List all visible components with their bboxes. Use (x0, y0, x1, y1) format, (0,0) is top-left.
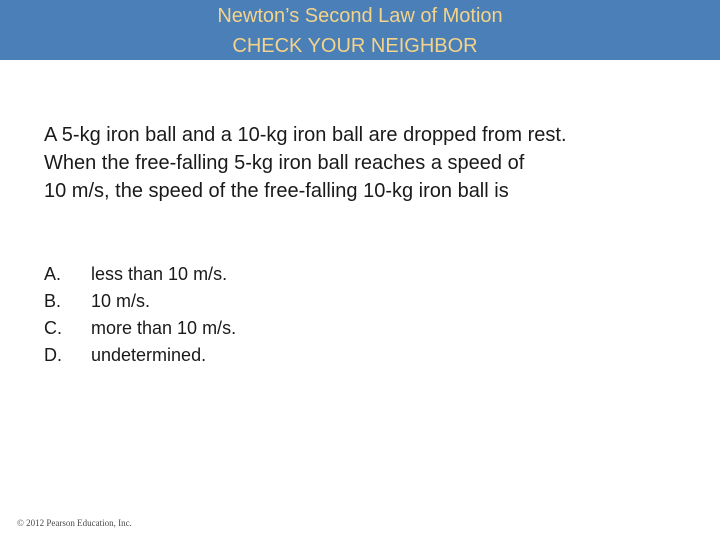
option-letter: C. (44, 318, 62, 338)
option-d (44, 342, 644, 369)
question-text (44, 121, 704, 205)
option-a (44, 261, 644, 288)
option-text: undetermined. (91, 345, 207, 365)
answer-options (44, 261, 644, 369)
slide-title: Newton’s Second Law of Motion (217, 5, 503, 27)
copyright-notice: © 2012 Pearson Education, Inc. (17, 518, 132, 528)
slide-subtitle: CHECK YOUR NEIGHBOR (232, 35, 478, 57)
option-b (44, 288, 644, 315)
option-letter: D. (44, 345, 62, 365)
option-letter: A. (44, 264, 62, 284)
question-line: A 5-kg iron ball and a 10-kg iron ball are dropped from rest. (44, 124, 567, 146)
option-text: less than 10 m/s. (91, 264, 228, 284)
option-c (44, 315, 644, 342)
question-line: 10 m/s, the speed of the free-falling 10-kg iron ball is (44, 180, 509, 202)
option-letter: B. (44, 291, 62, 311)
option-text: more than 10 m/s. (91, 318, 237, 338)
question-line: When the free-falling 5-kg iron ball reaches a speed of (44, 152, 525, 174)
option-text: 10 m/s. (91, 291, 151, 311)
header-bar (0, 0, 720, 60)
